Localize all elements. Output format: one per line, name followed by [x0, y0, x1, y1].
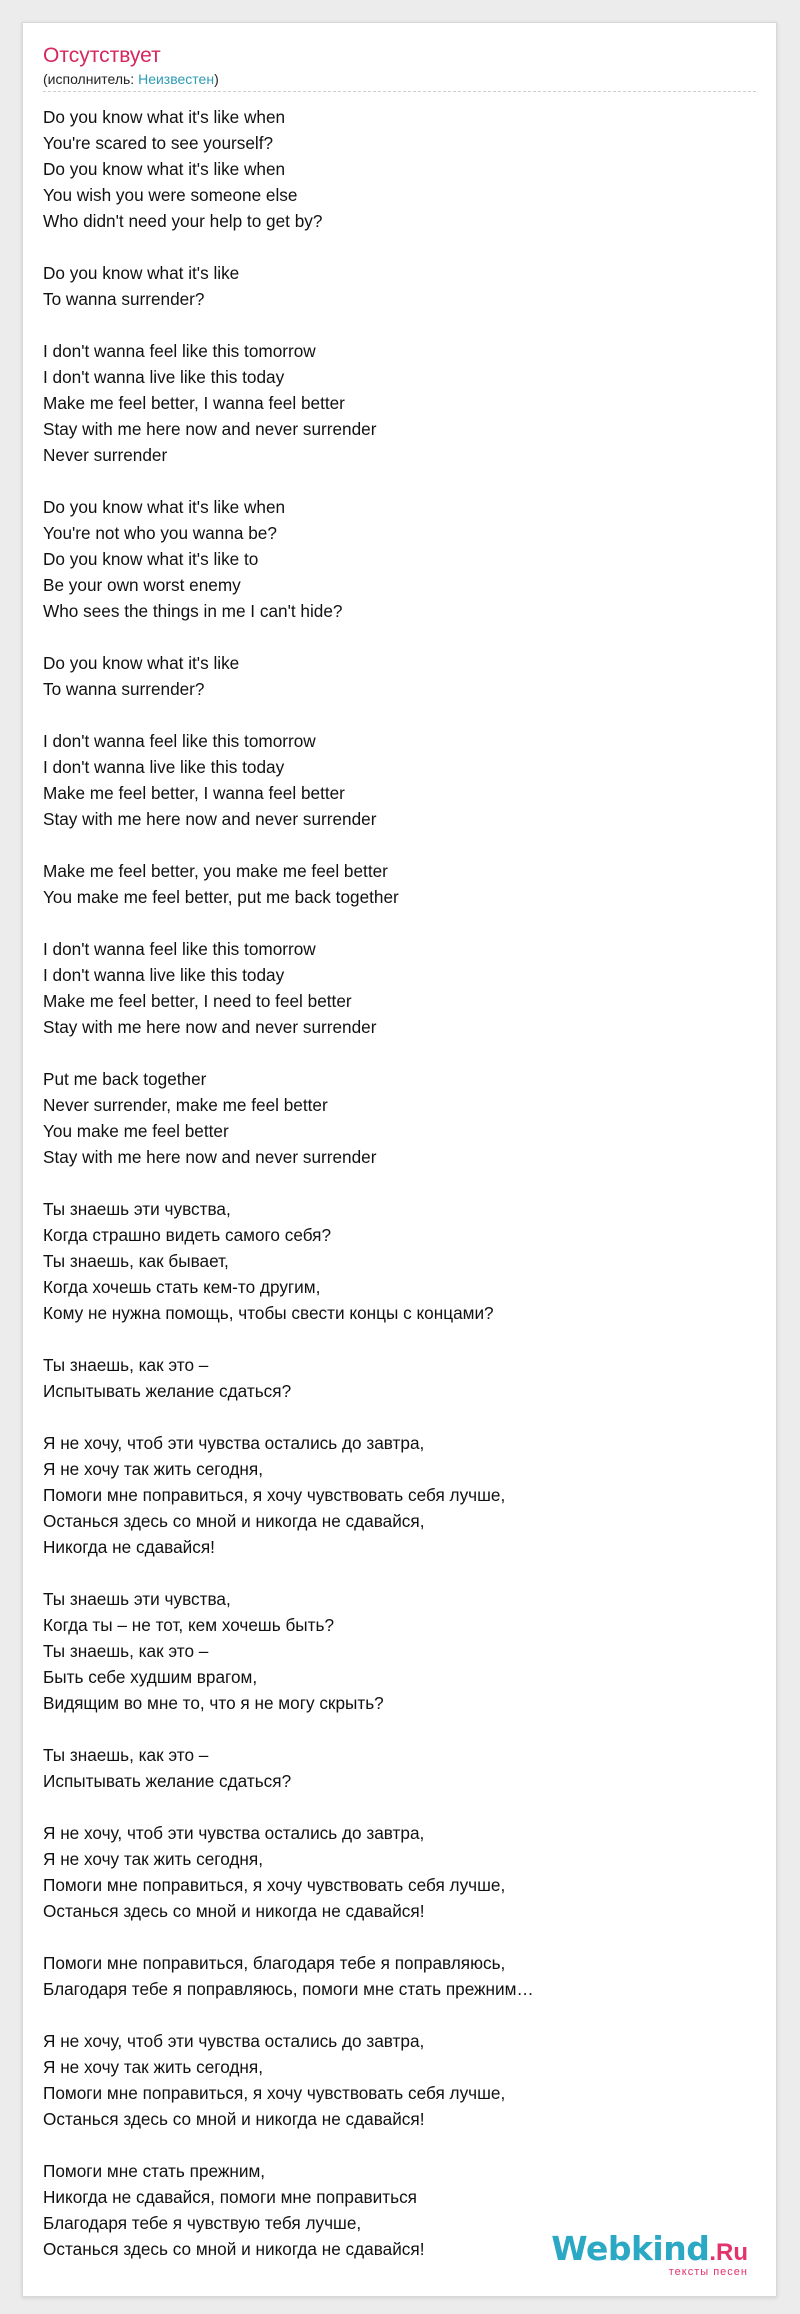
lyric-line: You make me feel better	[43, 1121, 229, 1141]
lyric-line: Помоги мне поправиться, я хочу чувствовать себя лучше,	[43, 1875, 506, 1895]
lyric-line: Останься здесь со мной и никогда не сдавайся!	[43, 2109, 425, 2129]
lyric-line: You're scared to see yourself?	[43, 133, 274, 153]
lyrics-stanza	[43, 1066, 756, 1170]
lyric-line: Ты знаешь эти чувства,	[43, 1199, 231, 1219]
lyrics-stanza	[43, 260, 756, 312]
lyric-line: Помоги мне поправиться, я хочу чувствовать себя лучше,	[43, 2083, 506, 2103]
lyric-line: Когда страшно видеть самого себя?	[43, 1225, 332, 1245]
lyric-line: Я не хочу, чтоб эти чувства остались до завтра,	[43, 2031, 425, 2051]
lyric-line: I don't wanna feel like this tomorrow	[43, 341, 316, 361]
lyric-line: Останься здесь со мной и никогда не сдавайся!	[43, 2239, 425, 2259]
song-title: Отсутствует	[43, 44, 161, 67]
lyrics-stanza	[43, 1820, 756, 1924]
lyric-line: To wanna surrender?	[43, 679, 205, 699]
lyrics-stanza	[43, 1742, 756, 1794]
lyric-line: Stay with me here now and never surrender	[43, 1147, 377, 1167]
lyric-line: Do you know what it's like when	[43, 107, 286, 127]
lyric-line: Благодаря тебе я поправляюсь, помоги мне стать прежним…	[43, 1979, 534, 1999]
lyric-line: To wanna surrender?	[43, 289, 205, 309]
artist-link[interactable]: Неизвестен	[138, 71, 215, 87]
lyric-line: Я не хочу так жить сегодня,	[43, 2057, 263, 2077]
lyric-line: You're not who you wanna be?	[43, 523, 277, 543]
lyric-line: Do you know what it's like to	[43, 549, 259, 569]
lyrics-stanza	[43, 858, 756, 910]
lyrics-stanza	[43, 1352, 756, 1404]
lyric-line: Я не хочу так жить сегодня,	[43, 1459, 263, 1479]
lyrics-stanza	[43, 936, 756, 1040]
lyric-line: Ты знаешь, как это –	[43, 1641, 209, 1661]
lyric-line: You make me feel better, put me back together	[43, 887, 399, 907]
artist-prefix: (исполнитель:	[43, 71, 139, 87]
lyric-line: Make me feel better, I wanna feel better	[43, 783, 345, 803]
lyric-line: Make me feel better, I wanna feel better	[43, 393, 345, 413]
song-header	[23, 23, 776, 92]
lyrics-stanza	[43, 2028, 756, 2132]
lyric-line: Помоги мне стать прежним,	[43, 2161, 266, 2181]
lyric-line: Do you know what it's like	[43, 263, 240, 283]
lyric-line: I don't wanna feel like this tomorrow	[43, 939, 316, 959]
lyric-line: Ты знаешь, как бывает,	[43, 1251, 229, 1271]
lyric-line: Видящим во мне то, что я не могу скрыть?	[43, 1693, 384, 1713]
lyric-line: Останься здесь со мной и никогда не сдавайся,	[43, 1511, 425, 1531]
lyrics-stanza	[43, 728, 756, 832]
lyric-line: Быть себе худшим врагом,	[43, 1667, 258, 1687]
lyric-line: Do you know what it's like	[43, 653, 240, 673]
lyric-line: Make me feel better, I need to feel better	[43, 991, 352, 1011]
lyric-line: Make me feel better, you make me feel better	[43, 861, 388, 881]
lyrics-card	[22, 22, 777, 2297]
lyrics-stanza	[43, 104, 756, 234]
lyric-line: Испытывать желание сдаться?	[43, 1771, 292, 1791]
lyrics-stanza	[43, 494, 756, 624]
lyric-line: Помоги мне поправиться, я хочу чувствовать себя лучше,	[43, 1485, 506, 1505]
lyric-line: You wish you were someone else	[43, 185, 298, 205]
lyric-line: Испытывать желание сдаться?	[43, 1381, 292, 1401]
lyrics-text	[23, 92, 776, 2262]
lyric-line: Я не хочу, чтоб эти чувства остались до завтра,	[43, 1433, 425, 1453]
lyric-line: Когда ты – не тот, кем хочешь быть?	[43, 1615, 335, 1635]
lyric-line: I don't wanna feel like this tomorrow	[43, 731, 316, 751]
lyrics-stanza	[43, 650, 756, 702]
site-logo[interactable]	[551, 2229, 748, 2278]
lyrics-stanza	[43, 1430, 756, 1560]
logo-tagline: тексты песен	[668, 2266, 748, 2278]
lyric-line: Кому не нужна помощь, чтобы свести концы с концами?	[43, 1303, 494, 1323]
artist-suffix: )	[214, 71, 219, 87]
logo-main-text: Webkind	[551, 2229, 710, 2268]
lyric-line: Stay with me here now and never surrender	[43, 809, 377, 829]
lyrics-stanza	[43, 1586, 756, 1716]
lyric-line: Who sees the things in me I can't hide?	[43, 601, 343, 621]
lyric-line: Помоги мне поправиться, благодаря тебе я поправляюсь,	[43, 1953, 506, 1973]
lyric-line: Я не хочу, чтоб эти чувства остались до завтра,	[43, 1823, 425, 1843]
lyric-line: I don't wanna live like this today	[43, 965, 285, 985]
lyric-line: Who didn't need your help to get by?	[43, 211, 323, 231]
artist-line	[43, 70, 756, 88]
lyric-line: Никогда не сдавайся!	[43, 1537, 215, 1557]
lyric-line: Do you know what it's like when	[43, 497, 286, 517]
lyric-line: I don't wanna live like this today	[43, 367, 285, 387]
lyric-line: Останься здесь со мной и никогда не сдавайся!	[43, 1901, 425, 1921]
lyric-line: Put me back together	[43, 1069, 207, 1089]
lyric-line: I don't wanna live like this today	[43, 757, 285, 777]
lyrics-stanza	[43, 338, 756, 468]
lyric-line: Never surrender	[43, 445, 168, 465]
lyric-line: Никогда не сдавайся, помоги мне поправиться	[43, 2187, 417, 2207]
lyric-line: Do you know what it's like when	[43, 159, 286, 179]
lyric-line: Ты знаешь, как это –	[43, 1745, 209, 1765]
lyrics-stanza	[43, 1950, 756, 2002]
lyric-line: Благодаря тебе я чувствую тебя лучше,	[43, 2213, 362, 2233]
lyric-line: Ты знаешь эти чувства,	[43, 1589, 231, 1609]
lyrics-stanza	[43, 1196, 756, 1326]
lyric-line: Never surrender, make me feel better	[43, 1095, 328, 1115]
lyric-line: Когда хочешь стать кем-то другим,	[43, 1277, 321, 1297]
lyric-line: Stay with me here now and never surrender	[43, 1017, 377, 1037]
lyric-line: Stay with me here now and never surrender	[43, 419, 377, 439]
logo-tld: .Ru	[709, 2239, 748, 2266]
lyric-line: Ты знаешь, как это –	[43, 1355, 209, 1375]
lyric-line: Be your own worst enemy	[43, 575, 241, 595]
lyric-line: Я не хочу так жить сегодня,	[43, 1849, 263, 1869]
